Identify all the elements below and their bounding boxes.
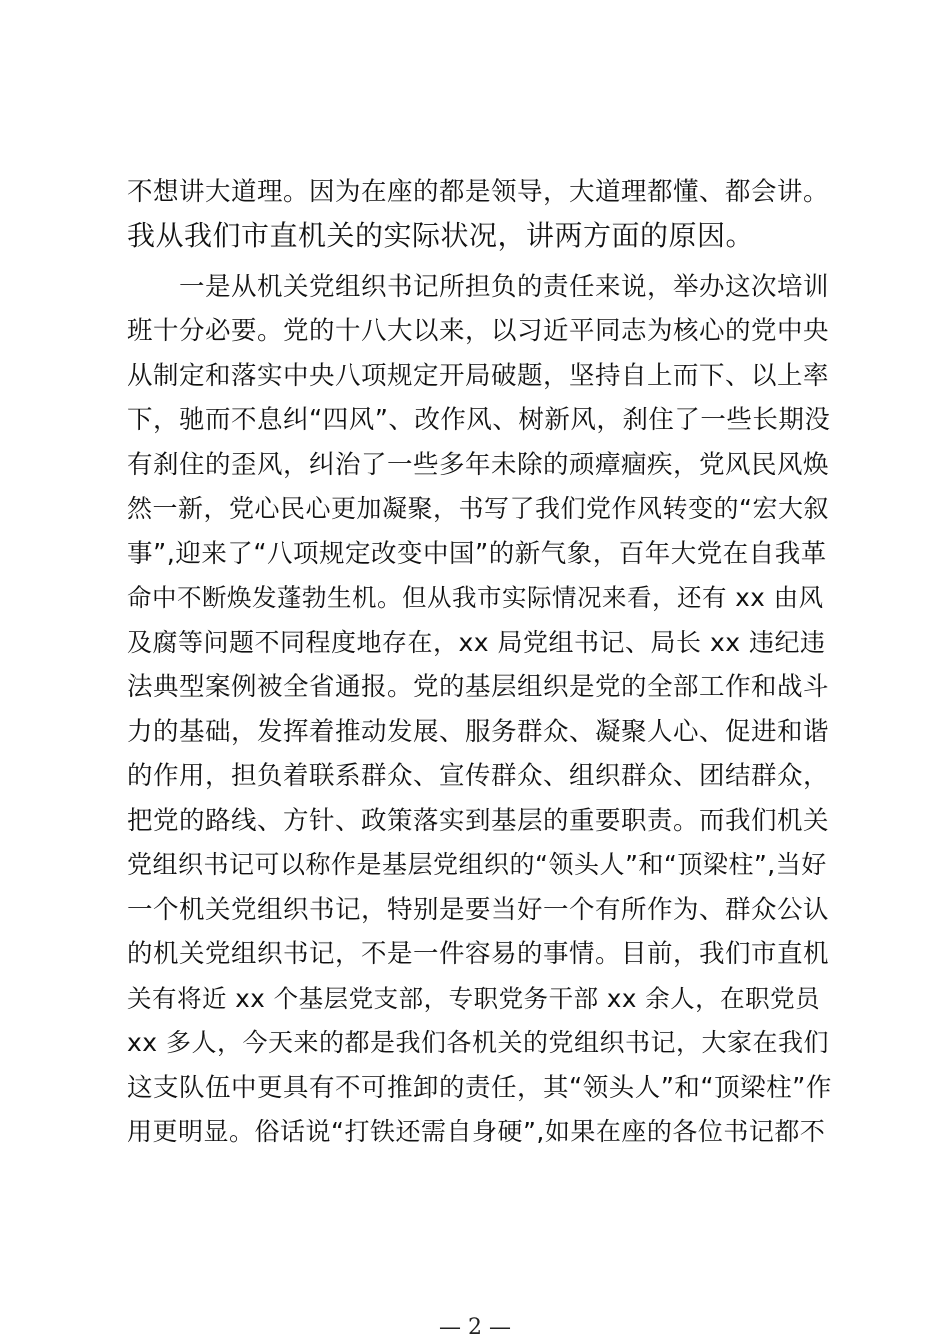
page-number: — 2 —	[439, 1315, 511, 1340]
text-line: 事”,迎来了“八项规定改变中国”的新气象，百年大党在自我革	[127, 539, 827, 569]
text-line: 班十分必要。党的十八大以来，以习近平同志为核心的党中央	[127, 316, 830, 346]
text-line: 法典型案例被全省通报。党的基层组织是党的全部工作和战斗	[127, 672, 830, 702]
text-line: 这支队伍中更具有不可推卸的责任，其“领头人”和“顶梁柱”作	[127, 1073, 832, 1103]
text-line: 命中不断焕发蓬勃生机。但从我市实际情况来看，还有 xx 由风	[127, 583, 824, 612]
text-line: 的作用，担负着联系群众、宣传群众、组织群众、团结群众，	[127, 761, 830, 791]
text-line: 用更明显。俗话说“打铁还需自身硬”,如果在座的各位书记都不	[127, 1117, 826, 1146]
text-line: 下，驰而不息纠“四风”、改作风、树新风，刹住了一些长期没	[127, 405, 831, 435]
text-line: 党组织书记可以称作是基层党组织的“领头人”和“顶梁柱”,当好	[127, 850, 827, 879]
text-line: 有刹住的歪风，纠治了一些多年未除的顽瘴痼疾，党风民风焕	[127, 450, 830, 480]
text-line: 从制定和落实中央八项规定开局破题，坚持自上而下、以上率	[127, 361, 830, 391]
text-line: 我从我们市直机关的实际状况，讲两方面的原因。	[127, 219, 755, 252]
text-line: xx 多人，今天来的都是我们各机关的党组织书记，大家在我们	[127, 1028, 830, 1057]
text-line: 关有将近 xx 个基层党支部，专职党务干部 xx 余人，在职党员	[127, 984, 821, 1013]
text-line: 把党的路线、方针、政策落实到基层的重要职责。而我们机关	[127, 806, 830, 836]
text-line: 力的基础，发挥着推动发展、服务群众、凝聚人心、促进和谐	[127, 717, 830, 747]
text-line: 不想讲大道理。因为在座的都是领导，大道理都懂、都会讲。	[127, 177, 830, 207]
text-line: 及腐等问题不同程度地存在，xx 局党组书记、局长 xx 违纪违	[127, 628, 826, 657]
text-line: 然一新，党心民心更加凝聚，书写了我们党作风转变的“宏大叙	[127, 494, 829, 523]
text-line: 一个机关党组织书记，特别是要当好一个有所作为、群众公认	[127, 895, 830, 925]
text-line: 一是从机关党组织书记所担负的责任来说，举办这次培训	[127, 272, 830, 302]
text-line: 的机关党组织书记，不是一件容易的事情。目前，我们市直机	[127, 939, 830, 969]
